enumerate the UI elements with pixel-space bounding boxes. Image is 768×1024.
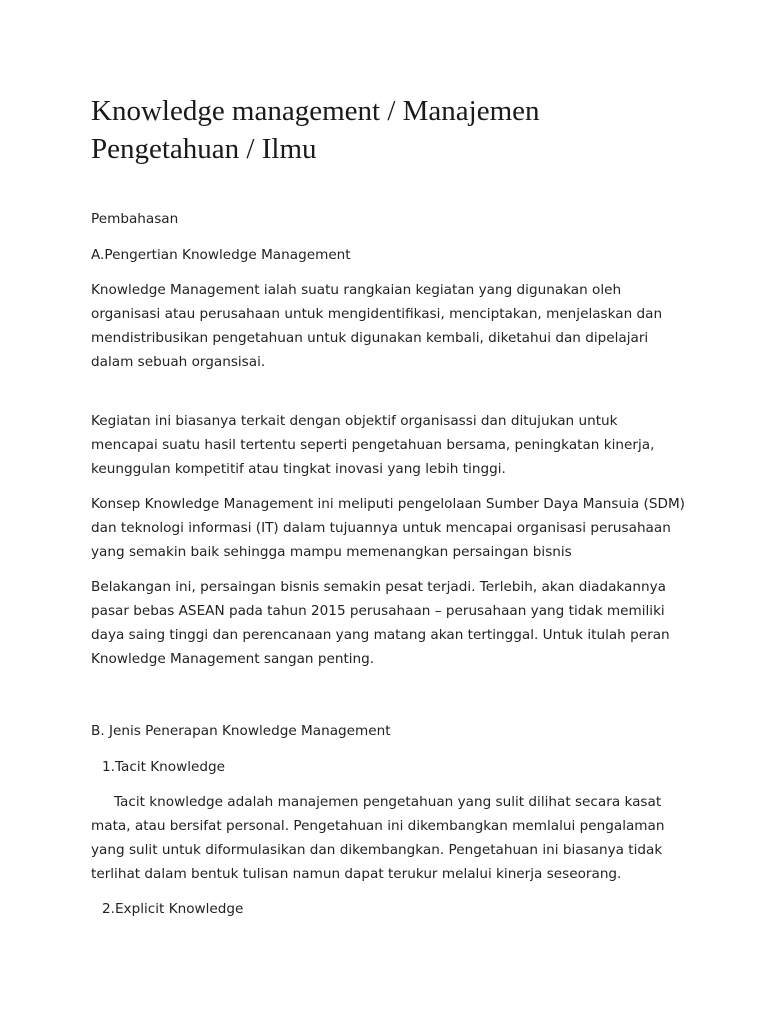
paragraph-3: Konsep Knowledge Management ini meliputi pengelolaan Sumber Daya Mansuia (SDM) dan teknologi informasi (IT) dalam tujuannya untuk mencapai organisasi perusahaan yang semakin baik sehingga mampu memenangkan persaingan bisnis bbox=[91, 496, 685, 560]
paragraph-1: Knowledge Management ialah suatu rangkaian kegiatan yang digunakan oleh organisasi atau perusahaan untuk mengidentifikasi, menciptakan, menjelaskan dan mendistribusikan pengetahuan untuk digunakan kembali, diketahui dan dipelajari dalam sebuah organsisai. bbox=[91, 282, 663, 370]
document-title: Knowledge management / Manajemen Pengetahuan / Ilmu bbox=[91, 95, 540, 165]
section-label: Pembahasan bbox=[91, 211, 179, 227]
paragraph-2: Kegiatan ini biasanya terkait dengan objektif organisassi dan ditujukan untuk mencapai suatu hasil tertentu seperti pengetahuan bersama, peningkatan kinerja, keunggulan kompetitif atau tingkat inovasi yang lebih tinggi. bbox=[91, 413, 655, 477]
paragraph-4: Belakangan ini, persaingan bisnis semakin pesat terjadi. Terlebih, akan diadakannya pasar bebas ASEAN pada tahun 2015 perusahaan – perusahaan yang tidak memiliki daya saing tinggi dan perencanaan yang matang akan tertinggal. Untuk itulah peran Knowledge Management sangan penting. bbox=[91, 579, 670, 667]
list-item-1-text: Tacit knowledge adalah manajemen pengetahuan yang sulit dilihat secara kasat mata, atau bersifat personal. Pengetahuan ini dikembangkan memlalui pengalaman yang sulit untuk diformulasikan dan dikembangkan. Pengetahuan ini biasanya tidak terlihat dalam bentuk tulisan namun dapat terukur melalui kinerja seseorang. bbox=[91, 794, 665, 882]
heading-a: A.Pengertian Knowledge Management bbox=[91, 247, 351, 263]
list-item-1-label: 1.Tacit Knowledge bbox=[102, 759, 225, 775]
list-item-2-label: 2.Explicit Knowledge bbox=[102, 901, 244, 917]
heading-b: B. Jenis Penerapan Knowledge Management bbox=[91, 723, 391, 739]
